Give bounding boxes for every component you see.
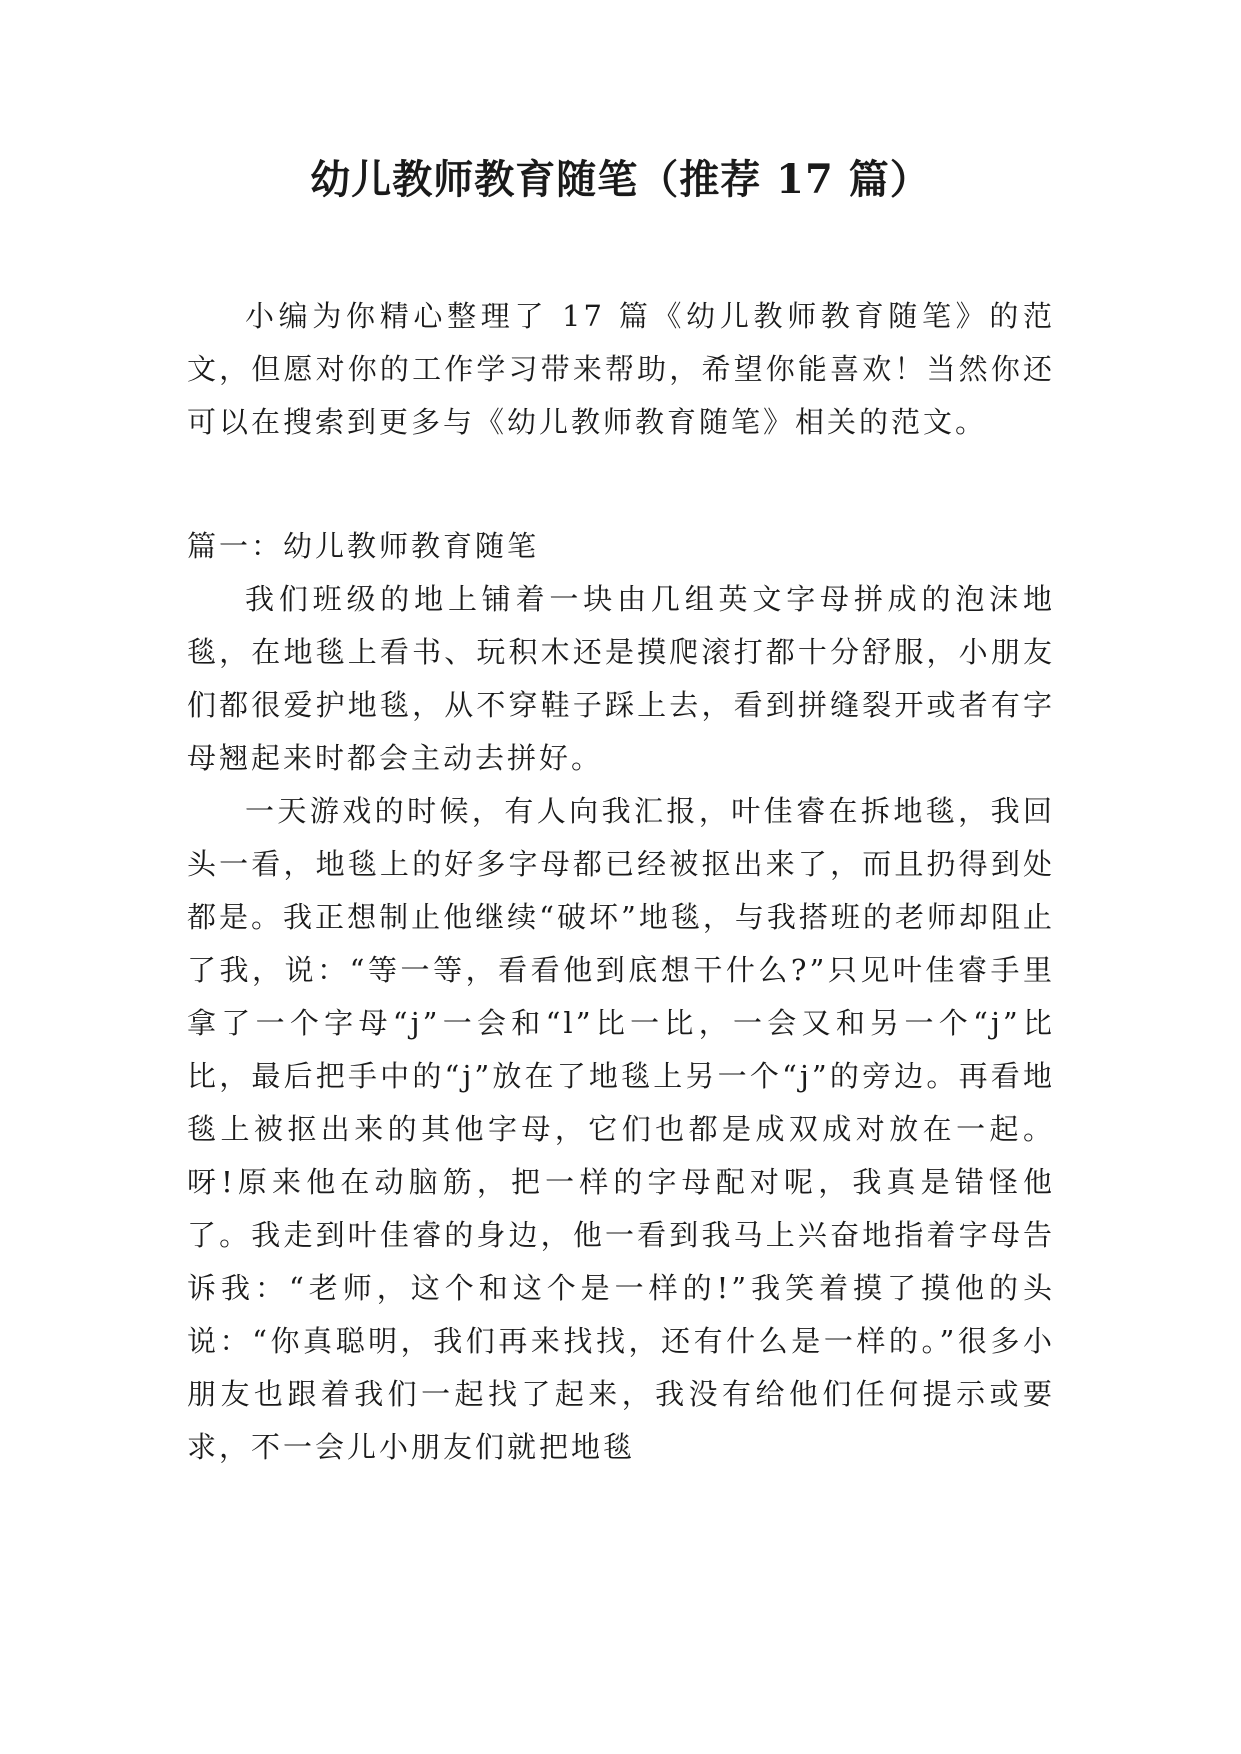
intro-text: 小编为你精心整理了 17 篇《幼儿教师教育随笔》的范文，但愿对你的工作学习带来帮助，希望你能喜欢！当然你还可以在搜索到更多与《幼儿教师教育随笔》相关的范文。 bbox=[187, 299, 1055, 439]
intro-paragraph bbox=[187, 290, 1055, 449]
section-heading: 篇一：幼儿教师教育随笔 bbox=[187, 529, 540, 563]
document-title: 幼儿教师教育随笔（推荐 17 篇） bbox=[310, 156, 931, 203]
section-1 bbox=[187, 520, 1055, 1474]
section-paragraph: 我们班级的地上铺着一块由几组英文字母拼成的泡沫地毯，在地毯上看书、玩积木还是摸爬滚打都十分舒服，小朋友们都很爱护地毯，从不穿鞋子踩上去，看到拼缝裂开或者有字母翘起来时都会主动去拼好。 bbox=[187, 582, 1055, 775]
section-paragraph: 一天游戏的时候，有人向我汇报，叶佳睿在拆地毯，我回头一看，地毯上的好多字母都已经被抠出来了，而且扔得到处都是。我正想制止他继续“破坏”地毯，与我搭班的老师却阻止了我，说：“等一等，看看他到底想干什么?”只见叶佳睿手里拿了一个字母“j”一会和“l”比一比，一会又和另一个“j”比比，最后把手中的“j”放在了地毯上另一个“j”的旁边。再看地毯上被抠出来的其他字母，它们也都是成双成对放在一起。呀!原来他在动脑筋，把一样的字母配对呢，我真是错怪他了。我走到叶佳睿的身边，他一看到我马上兴奋地指着字母告诉我：“老师，这个和这个是一样的!”我笑着摸了摸他的头说：“你真聪明，我们再来找找，还有什么是一样的。”很多小朋友也跟着我们一起找了起来，我没有给他们任何提示或要求，不一会儿小朋友们就把地毯 bbox=[187, 794, 1055, 1464]
